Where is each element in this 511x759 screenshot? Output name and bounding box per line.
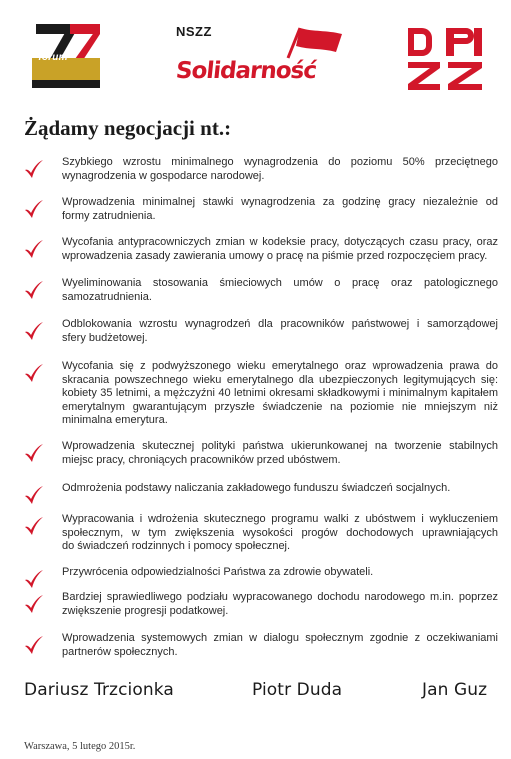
demand-line: kobiety 35 letnimi, a mężczyźni 40 letnimi okresami składkowymi i minimalnym kapitałem (62, 387, 498, 400)
demand-text (62, 440, 498, 467)
demand-line: Odmrożenia podstawy naliczania zakładowego funduszu świadczeń socjalnych. (62, 482, 451, 494)
checkmark-icon (24, 363, 44, 383)
demand-text (62, 277, 498, 304)
demand-line: Odblokowania wzrostu wynagrodzeń dla pracowników państwowej i samorządowej (62, 318, 498, 330)
demand-text (62, 632, 498, 659)
demand-text (62, 591, 498, 618)
solidarnosc-logo-text: Solidarność (174, 58, 318, 84)
demand-text (62, 196, 498, 223)
place-date: Warszawa, 5 lutego 2015r. (24, 741, 136, 752)
demand-line: samozatrudnienia. (62, 290, 152, 303)
demand-line: do świadczeń rodzinnych i pomocy społecznej. (62, 540, 291, 553)
signatures (0, 680, 511, 710)
checkmark-icon (24, 443, 44, 463)
demand-text (62, 318, 498, 345)
checkmark-icon (24, 280, 44, 300)
demand-line: partnerów społecznych. (62, 645, 178, 658)
demand-line: wynagrodzenia w gospodarce narodowej. (62, 169, 265, 182)
checkmark-icon (24, 199, 44, 219)
checkmark-icon (24, 159, 44, 179)
demand-line: zwiększenie progresji podatkowej. (62, 604, 229, 617)
demand-line: Przywrócenia odpowiedzialności Państwa za zdrowie obywateli. (62, 566, 374, 578)
demand-line: Wprowadzenia minimalnej stawki wynagrodzenia za godzinę gracy niezależnie od (62, 196, 498, 208)
demand-text (62, 566, 498, 580)
demand-line: Bardziej sprawiedliwego podziału wypracowanego dochodu narodowego m.in. poprzez (62, 591, 498, 603)
signature-name: Jan Guz (422, 680, 488, 700)
demand-line: społecznym, w tym zwiększenia wysokości progów dochodowych uprawniających (62, 526, 498, 539)
forum-logo-text: forum (38, 52, 68, 63)
signature-name: Piotr Duda (252, 680, 343, 700)
demand-text (62, 513, 498, 554)
checkmark-icon (24, 516, 44, 536)
checkmark-icon (24, 635, 44, 655)
nszz-label: NSZZ (176, 24, 212, 39)
demand-line: Wypracowania i wdrożenia skutecznego programu walki z ubóstwem i wykluczeniem (62, 513, 498, 525)
demand-line: Wycofania się z podwyższonego wieku emerytalnego oraz wprowadzenia prawa do (62, 360, 498, 372)
demand-text (62, 482, 498, 496)
demand-line: Wprowadzenia skutecznej polityki państwa ukierunkowanej na tworzenie stabilnych (62, 440, 498, 452)
checkmark-icon (24, 321, 44, 341)
demand-text (62, 236, 498, 263)
signature-name: Dariusz Trzcionka (24, 680, 174, 700)
demand-line: minimalna emerytura. (62, 414, 168, 427)
demand-text (62, 156, 498, 183)
checkmark-icon (24, 594, 44, 614)
demand-line: wprowadzenia zasady zawierania umowy o pracę na piśmie przed rozpoczęciem pracy. (62, 249, 488, 262)
demand-line: Wycofania antypracowniczych zmian w kodeksie pracy, dotyczących czasu pracy, oraz (62, 236, 498, 248)
demand-line: Szybkiego wzrostu minimalnego wynagrodzenia do poziomu 50% przeciętnego (62, 156, 498, 168)
page-title: Żądamy negocjacji nt.: (24, 116, 232, 140)
demand-line: emerytalnym gwarantującym przyszłe świadczenie na poziomie nie mniejszym niż (62, 400, 498, 413)
demand-text (62, 360, 498, 428)
demand-line: skracania powszechnego wieku emerytalnego dla ubezpieczonych legitymujących się: (62, 373, 498, 386)
checkmark-icon (24, 485, 44, 505)
demand-line: sfery budżetowej. (62, 331, 148, 344)
demand-line: Wprowadzenia systemowych zmian w dialogu społecznym zgodnie z oczekiwaniami (62, 632, 498, 644)
checkmark-icon (24, 239, 44, 259)
demand-line: formy zatrudnienia. (62, 209, 156, 222)
checkmark-icon (24, 569, 44, 589)
demand-line: miejsc pracy, chroniących pracowników przed ubóstwem. (62, 453, 341, 466)
demand-line: Wyeliminowania stosowania śmieciowych umów o pracę oraz patologicznego (62, 277, 498, 289)
